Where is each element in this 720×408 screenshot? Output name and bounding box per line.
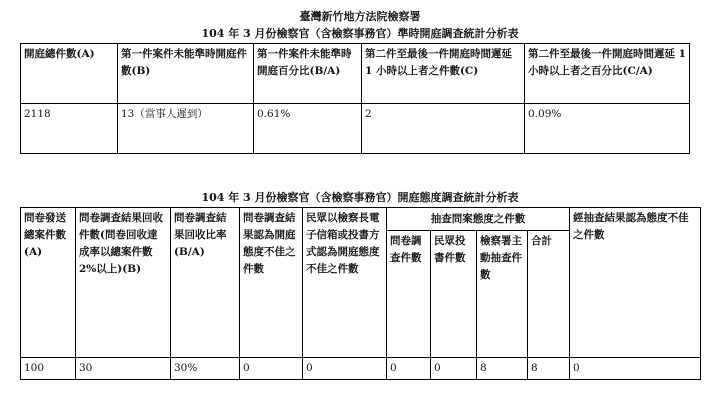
table2-title: 104 年 3 月份檢察官（含檢察事務官）開庭態度調查統計分析表 xyxy=(201,191,519,204)
header-spot-check-poor: 經抽查結果認為態度不佳之件數 xyxy=(570,208,701,358)
cell-survey-poor: 0 xyxy=(240,358,303,380)
header-spot-check-group: 抽查問案態度之件數 xyxy=(387,208,570,231)
table1-title: 104 年 3 月份檢察官（含檢察事務官）準時開庭調查統計分析表 xyxy=(201,27,519,40)
header-first-late-count: 第一件案件未能準時開庭件數(B) xyxy=(118,44,254,104)
cell-returned: 30 xyxy=(76,358,171,380)
header-sub-survey: 問卷調查件數 xyxy=(387,231,431,358)
cell-sub-survey: 0 xyxy=(387,358,431,380)
header-delay-count: 第二件至最後一件開庭時間遲延 1 小時以上者之件數(C) xyxy=(362,44,525,104)
header-total-sent: 問卷發送總案件數(A) xyxy=(21,208,76,358)
cell-email-poor: 0 xyxy=(303,358,387,380)
cell-spot-check-poor: 0 xyxy=(570,358,701,380)
punctuality-table xyxy=(20,43,690,154)
agency-title: 臺灣新竹地方法院檢察署 xyxy=(299,10,421,23)
cell-total-sessions: 2118 xyxy=(21,104,118,154)
cell-delay-percent: 0.09% xyxy=(525,104,690,154)
header-total-sessions: 開庭總件數(A) xyxy=(21,44,118,104)
header-returned: 問卷調查結果回收件數(問卷回收達成率以總案件數 2%以上)(B) xyxy=(76,208,171,358)
header-delay-percent: 第二件至最後一件開庭時間遲延 1 小時以上者之百分比(C/A) xyxy=(525,44,690,104)
cell-return-rate: 30% xyxy=(171,358,240,380)
cell-total-sent: 100 xyxy=(21,358,76,380)
cell-delay-count: 2 xyxy=(362,104,525,154)
cell-first-late-count: 13（當事人遲到） xyxy=(118,104,254,154)
header-sub-letters: 民眾投書件數 xyxy=(431,231,477,358)
cell-sub-total: 8 xyxy=(528,358,570,380)
cell-sub-active-check: 8 xyxy=(477,358,528,380)
header-sub-active-check: 檢察署主動抽查件數 xyxy=(477,231,528,358)
header-return-rate: 問卷調查結果回收比率(B/A) xyxy=(171,208,240,358)
cell-sub-letters: 0 xyxy=(431,358,477,380)
header-survey-poor: 問卷調查結果認為開庭態度不佳之件數 xyxy=(240,208,303,358)
cell-first-late-percent: 0.61% xyxy=(254,104,362,154)
header-email-poor: 民眾以檢察長電子信箱或投書方式認為開庭態度不佳之件數 xyxy=(303,208,387,358)
attitude-table xyxy=(20,207,701,380)
header-first-late-percent: 第一件案件未能準時開庭百分比(B/A) xyxy=(254,44,362,104)
header-sub-total: 合計 xyxy=(528,231,570,358)
